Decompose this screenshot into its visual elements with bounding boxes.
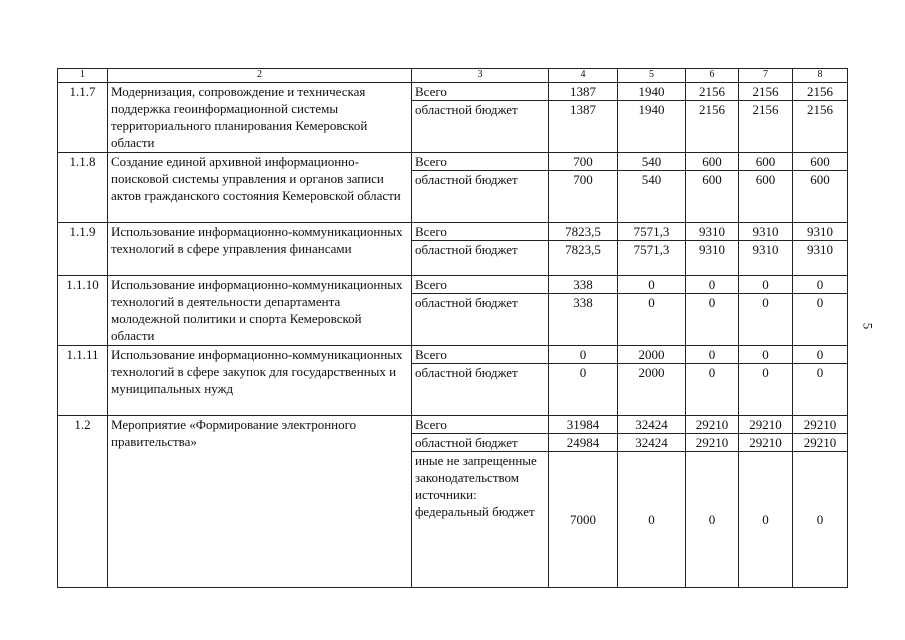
funding-source: областной бюджет [412, 171, 549, 223]
value-cell: 600 [739, 153, 793, 171]
value-cell: 700 [549, 171, 618, 223]
value-cell: 0 [793, 452, 848, 588]
table-row [58, 276, 848, 294]
value-cell: 1387 [549, 101, 618, 153]
row-code: 1.1.11 [58, 346, 108, 416]
funding-source: Всего [412, 223, 549, 241]
value-cell: 2000 [618, 346, 686, 364]
row-name: Использование информационно-коммуникационных технологий в сфере управления финансами [108, 223, 412, 276]
value-cell: 0 [549, 346, 618, 364]
value-cell: 2156 [793, 101, 848, 153]
value-cell: 0 [618, 452, 686, 588]
value-cell: 2156 [686, 101, 739, 153]
funding-source: областной бюджет [412, 364, 549, 416]
value-cell: 9310 [739, 223, 793, 241]
value-cell: 600 [686, 153, 739, 171]
row-code: 1.1.7 [58, 83, 108, 153]
value-cell: 2000 [618, 364, 686, 416]
value-cell: 1387 [549, 83, 618, 101]
value-cell: 7000 [549, 452, 618, 588]
value-cell: 29210 [686, 416, 739, 434]
value-cell: 29210 [686, 434, 739, 452]
value-cell: 0 [739, 294, 793, 346]
row-name: Использование информационно-коммуникационных технологий в сфере закупок для государственных и муниципальных нужд [108, 346, 412, 416]
value-cell: 0 [739, 276, 793, 294]
value-cell: 29210 [739, 434, 793, 452]
row-code: 1.2 [58, 416, 108, 588]
table-row [58, 346, 848, 364]
value-cell: 700 [549, 153, 618, 171]
value-cell: 0 [549, 364, 618, 416]
row-name: Модернизация, сопровождение и техническая поддержка геоинформационной системы территориального планирования Кемеровской области [108, 83, 412, 153]
funding-source: иные не запрещенные законодательством источники: федеральный бюджет [412, 452, 549, 588]
value-cell: 338 [549, 294, 618, 346]
value-cell: 29210 [793, 434, 848, 452]
value-cell: 0 [686, 346, 739, 364]
value-cell: 7823,5 [549, 223, 618, 241]
header-cell: 4 [549, 69, 618, 83]
value-cell: 32424 [618, 434, 686, 452]
table-row [58, 416, 848, 434]
header-cell: 8 [793, 69, 848, 83]
value-cell: 24984 [549, 434, 618, 452]
value-cell: 0 [739, 346, 793, 364]
funding-source: Всего [412, 83, 549, 101]
value-cell: 1940 [618, 101, 686, 153]
value-cell: 0 [686, 294, 739, 346]
row-name: Создание единой архивной информационно-поисковой системы управления и органов записи актов гражданского состояния Кемеровской области [108, 153, 412, 223]
value-cell: 32424 [618, 416, 686, 434]
value-cell: 0 [618, 294, 686, 346]
document-page [57, 68, 847, 588]
value-cell: 0 [686, 452, 739, 588]
table-row [58, 223, 848, 241]
value-cell: 2156 [739, 101, 793, 153]
value-cell: 1940 [618, 83, 686, 101]
value-cell: 2156 [686, 83, 739, 101]
value-cell: 7823,5 [549, 241, 618, 276]
row-code: 1.1.9 [58, 223, 108, 276]
value-cell: 0 [686, 364, 739, 416]
row-name: Мероприятие «Формирование электронного правительства» [108, 416, 412, 588]
page-number: 5 [860, 322, 876, 330]
value-cell: 9310 [686, 223, 739, 241]
header-cell: 3 [412, 69, 549, 83]
budget-table [57, 68, 848, 588]
value-cell: 600 [793, 171, 848, 223]
funding-source: областной бюджет [412, 434, 549, 452]
value-cell: 0 [793, 294, 848, 346]
funding-source: Всего [412, 416, 549, 434]
value-cell: 9310 [793, 223, 848, 241]
header-cell: 5 [618, 69, 686, 83]
funding-source: Всего [412, 346, 549, 364]
row-code: 1.1.10 [58, 276, 108, 346]
value-cell: 2156 [739, 83, 793, 101]
value-cell: 540 [618, 153, 686, 171]
value-cell: 7571,3 [618, 241, 686, 276]
value-cell: 0 [618, 276, 686, 294]
funding-source: областной бюджет [412, 294, 549, 346]
value-cell: 0 [793, 346, 848, 364]
value-cell: 31984 [549, 416, 618, 434]
value-cell: 600 [686, 171, 739, 223]
value-cell: 0 [739, 364, 793, 416]
row-name: Использование информационно-коммуникационных технологий в деятельности департамента молодежной политики и спорта Кемеровской области [108, 276, 412, 346]
value-cell: 29210 [793, 416, 848, 434]
value-cell: 540 [618, 171, 686, 223]
value-cell: 0 [793, 276, 848, 294]
value-cell: 0 [793, 364, 848, 416]
row-code: 1.1.8 [58, 153, 108, 223]
value-cell: 0 [739, 452, 793, 588]
header-cell: 7 [739, 69, 793, 83]
value-cell: 9310 [793, 241, 848, 276]
funding-source: Всего [412, 276, 549, 294]
header-cell: 6 [686, 69, 739, 83]
funding-source: областной бюджет [412, 241, 549, 276]
value-cell: 0 [686, 276, 739, 294]
value-cell: 600 [739, 171, 793, 223]
value-cell: 2156 [793, 83, 848, 101]
header-row [58, 69, 848, 83]
header-cell: 1 [58, 69, 108, 83]
header-cell: 2 [108, 69, 412, 83]
funding-source: областной бюджет [412, 101, 549, 153]
table-row [58, 153, 848, 171]
table-row [58, 83, 848, 101]
value-cell: 29210 [739, 416, 793, 434]
value-cell: 600 [793, 153, 848, 171]
value-cell: 9310 [686, 241, 739, 276]
value-cell: 7571,3 [618, 223, 686, 241]
funding-source: Всего [412, 153, 549, 171]
value-cell: 338 [549, 276, 618, 294]
value-cell: 9310 [739, 241, 793, 276]
